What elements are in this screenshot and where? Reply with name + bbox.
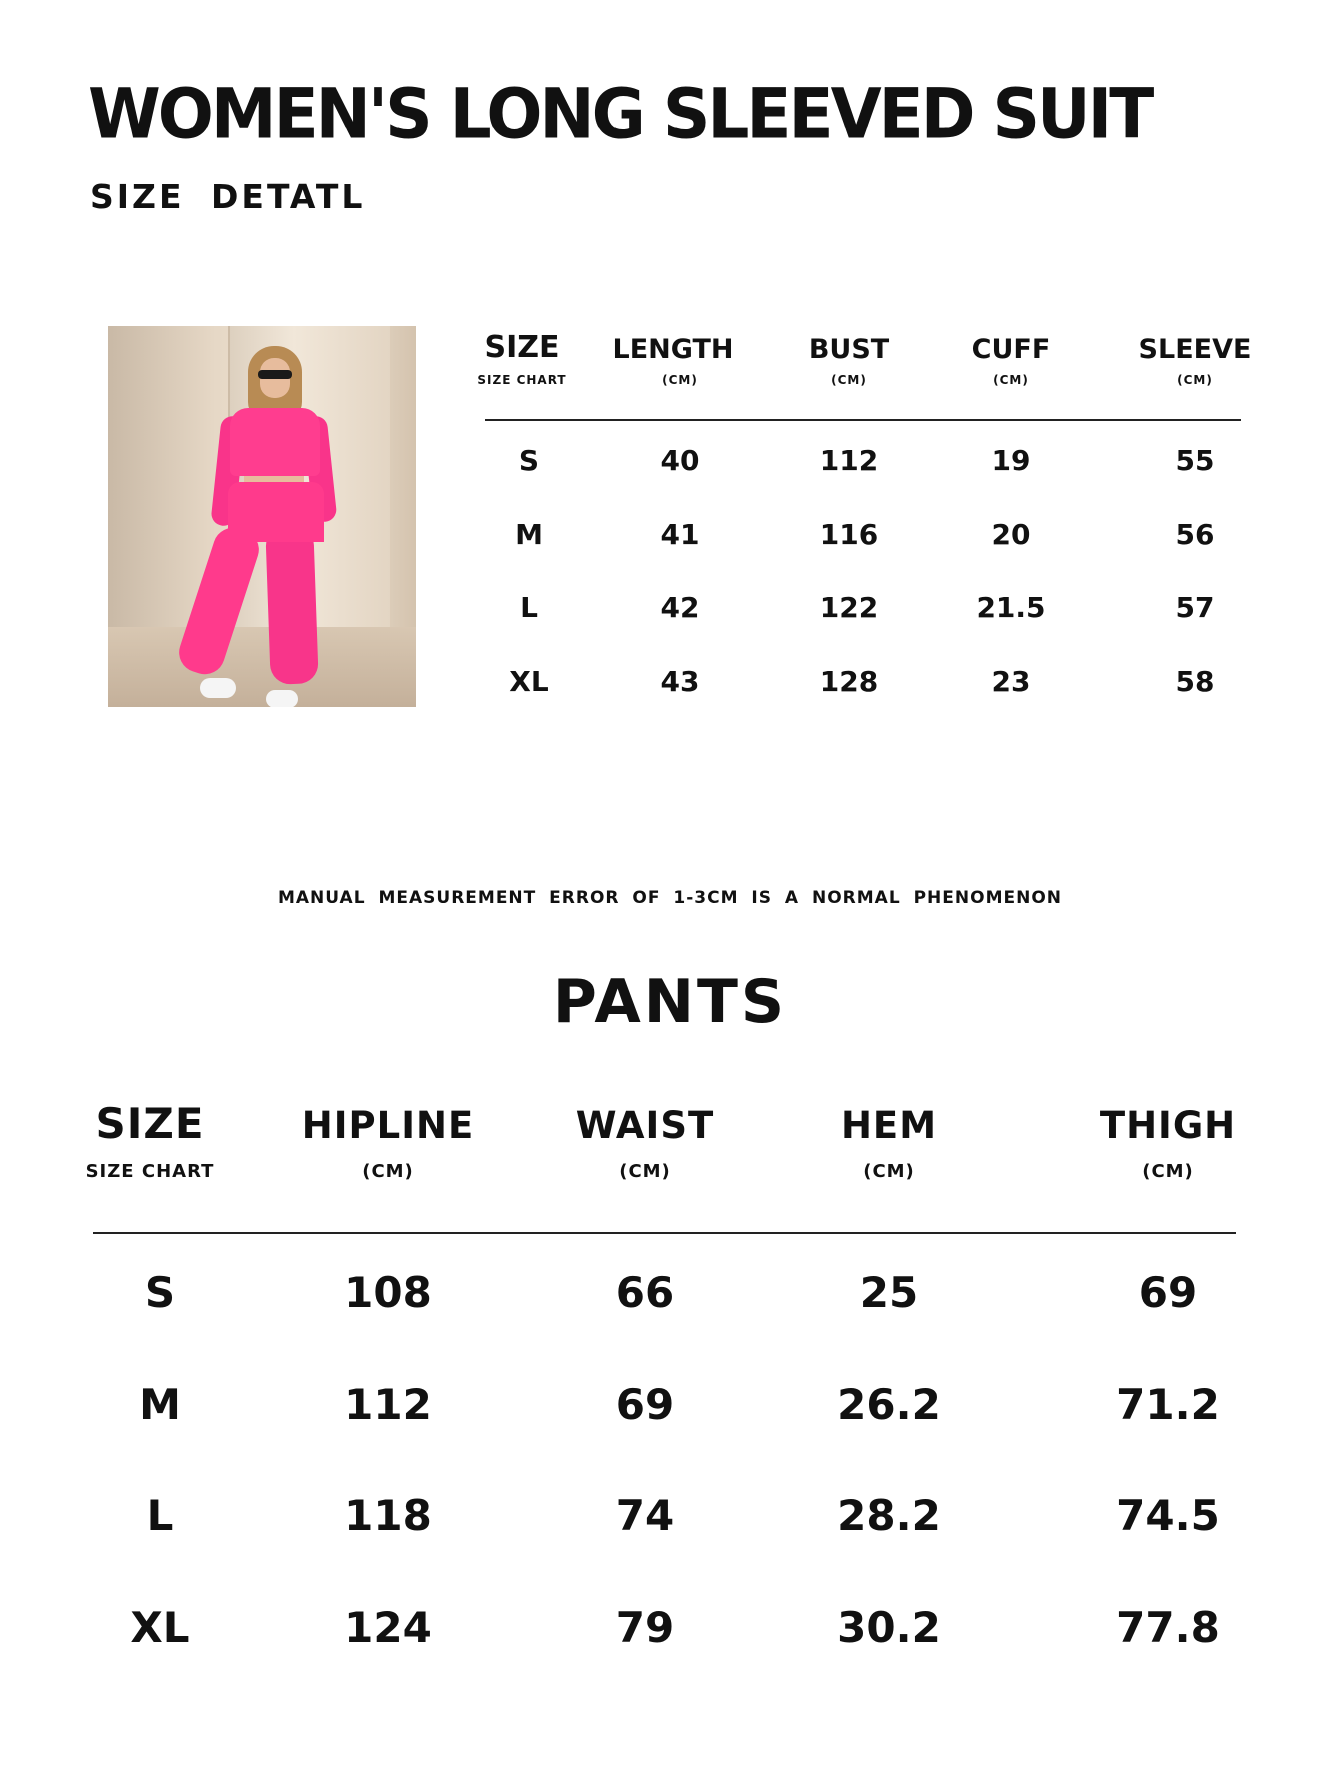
table-cell: 108 [344, 1268, 432, 1317]
table-cell: 112 [819, 444, 879, 477]
table-cell: 57 [1175, 591, 1215, 624]
table-cell: 74.5 [1116, 1491, 1220, 1540]
pants-table-divider [93, 1232, 1236, 1234]
measurement-note: MANUAL MEASUREMENT ERROR OF 1-3CM IS A NORMAL PHENOMENON [277, 888, 1063, 908]
model-cropped-top [230, 408, 320, 476]
pants-table-col-unit: (CM) [619, 1161, 671, 1182]
table-cell: 77.8 [1116, 1603, 1220, 1652]
table-cell: 55 [1175, 444, 1215, 477]
table-cell: 69 [615, 1380, 675, 1429]
top-table-col-unit: (CM) [1177, 373, 1213, 387]
top-table-col-header: LENGTH [612, 334, 734, 365]
pants-table-col-header: HEM [840, 1104, 938, 1147]
top-table-col-header: CUFF [971, 334, 1051, 365]
table-row-size: L [146, 1491, 174, 1540]
table-cell: 43 [660, 665, 700, 698]
table-cell: 23 [991, 665, 1031, 698]
table-cell: 118 [344, 1491, 432, 1540]
pants-table-col-unit: (CM) [1142, 1161, 1194, 1182]
pants-table-col-unit: (CM) [362, 1161, 414, 1182]
table-cell: 74 [615, 1491, 675, 1540]
table-cell: 122 [819, 591, 879, 624]
table-cell: 30.2 [837, 1603, 941, 1652]
table-cell: 124 [344, 1603, 432, 1652]
model-left-shoe [200, 678, 236, 698]
top-table-divider [485, 419, 1241, 421]
table-cell: 71.2 [1116, 1380, 1220, 1429]
top-table-col-unit: (CM) [662, 373, 698, 387]
table-cell: 58 [1175, 665, 1215, 698]
pants-table-size-subheader: SIZE CHART [85, 1161, 215, 1182]
top-table-size-header: SIZE [484, 330, 560, 365]
table-cell: 25 [859, 1268, 919, 1317]
sunglasses-icon [258, 370, 292, 379]
table-cell: 20 [991, 518, 1031, 551]
top-table-col-header: BUST [808, 334, 890, 365]
table-cell: 56 [1175, 518, 1215, 551]
table-cell: 66 [615, 1268, 675, 1317]
pants-table-col-unit: (CM) [863, 1161, 915, 1182]
model-right-pant-leg [265, 525, 318, 685]
table-cell: 112 [344, 1380, 432, 1429]
table-cell: 40 [660, 444, 700, 477]
table-cell: 28.2 [837, 1491, 941, 1540]
top-table-col-header: SLEEVE [1138, 334, 1252, 365]
photo-floor [108, 627, 416, 707]
top-table-col-unit: (CM) [993, 373, 1029, 387]
table-row-size: M [515, 518, 543, 551]
page-subtitle: SIZE DETATL [90, 177, 366, 216]
table-cell: 69 [1138, 1268, 1198, 1317]
table-cell: 128 [819, 665, 879, 698]
product-photo [108, 326, 416, 707]
pants-table-col-header: THIGH [1099, 1104, 1237, 1147]
pants-section-title: PANTS [552, 967, 788, 1037]
table-cell: 41 [660, 518, 700, 551]
table-cell: 21.5 [976, 591, 1046, 624]
table-row-size: XL [509, 665, 549, 698]
table-cell: 42 [660, 591, 700, 624]
table-row-size: XL [130, 1603, 190, 1652]
table-row-size: L [520, 591, 538, 624]
pants-table-col-header: HIPLINE [301, 1104, 475, 1147]
model-pants [228, 482, 324, 542]
table-cell: 19 [991, 444, 1031, 477]
table-cell: 116 [819, 518, 879, 551]
model-right-shoe [266, 690, 298, 707]
table-cell: 79 [615, 1603, 675, 1652]
pants-table-size-header: SIZE [95, 1099, 205, 1148]
top-table-col-unit: (CM) [831, 373, 867, 387]
pants-table-col-header: WAIST [575, 1104, 715, 1147]
table-row-size: S [144, 1268, 176, 1317]
table-row-size: M [139, 1380, 181, 1429]
page-title: WOMEN'S LONG SLEEVED SUIT [88, 73, 1152, 155]
table-cell: 26.2 [837, 1380, 941, 1429]
table-row-size: S [518, 444, 540, 477]
top-table-size-subheader: SIZE CHART [477, 373, 567, 387]
